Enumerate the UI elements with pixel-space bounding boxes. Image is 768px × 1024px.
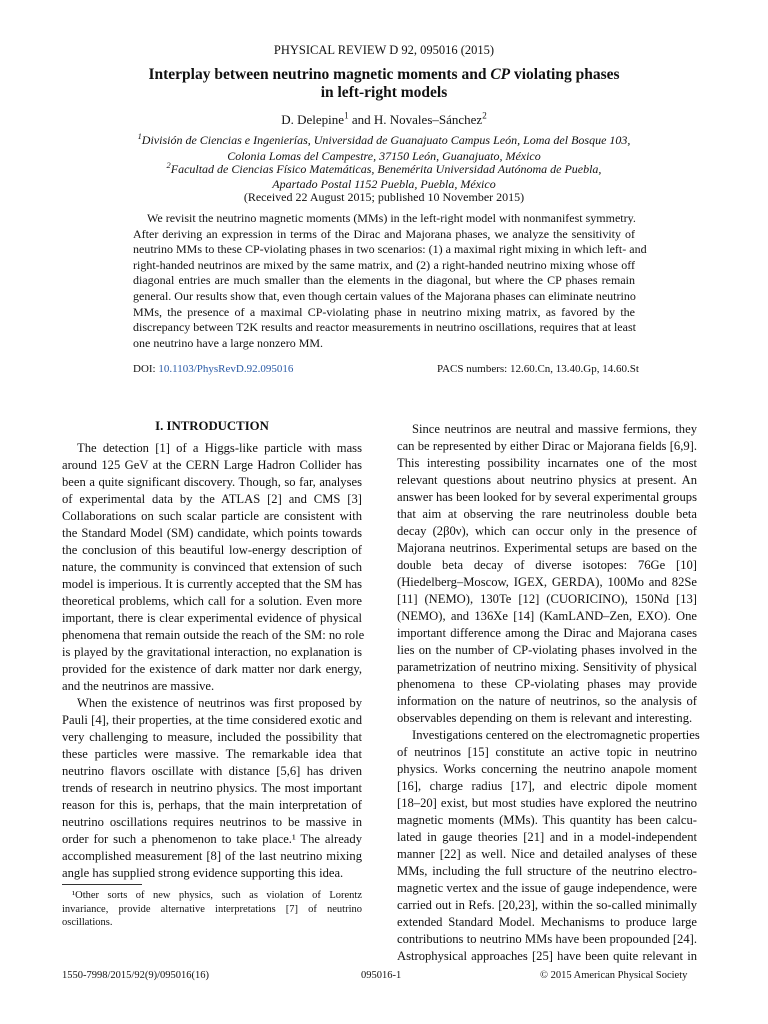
body-line: the Standard Model (SM) candidate, which points towards	[62, 526, 362, 540]
body-line: provided for the existence of dark matter nor dark energy,	[62, 662, 362, 676]
abstract-line: neutrino MMs to these CP-violating phases in two scenarios: (1) a maximal right mixing in which left- and	[133, 242, 647, 257]
body-line: This interesting possibility incarnates one of the most	[397, 456, 697, 470]
body-line: relevant questions about neutrino physics at present. An	[397, 473, 697, 487]
abstract-line: discrepancy between T2K results and reactor measurements in neutrino oscillations, requires that at least	[133, 320, 636, 335]
title-text: Interplay between neutrino magnetic moments and	[148, 66, 491, 83]
author-2-sup: 2	[482, 110, 487, 121]
paper-title-line1	[0, 66, 768, 84]
body-line: [16], charge radius [17], and electric dipole moment	[397, 779, 697, 793]
abstract-line: general. Our results show that, even though certain values of the Majorana phases can eliminate neutrino	[133, 288, 636, 303]
body-line: observables depending on them is relevant and interesting.	[397, 711, 693, 725]
body-line: Collaborations on such scalar particle are consistent with	[62, 509, 362, 523]
footnote	[62, 889, 362, 930]
body-line: accomplished measurement [8] of the last neutrino mixing	[62, 849, 362, 863]
body-line: Investigations centered on the electromagnetic properties	[412, 728, 700, 742]
footer-copyright: © 2015 American Physical Society	[540, 970, 688, 981]
body-line: answer has been looked for by several experimental groups	[397, 490, 697, 504]
body-line: Since neutrinos are neutral and massive fermions, they	[412, 422, 697, 436]
pacs-numbers: PACS numbers: 12.60.Cn, 13.40.Gp, 14.60.St	[437, 363, 639, 375]
footnote-divider	[62, 884, 142, 885]
body-line: magnetic vertex and the issue of gauge independence, were	[397, 881, 697, 895]
body-line: been a quite significant discovery. Though, so far, analyses	[62, 475, 362, 489]
body-line: around 125 GeV at the CERN Large Hadron Collider has	[62, 458, 362, 472]
body-line: physics. Works concerning the neutrino anapole moment	[397, 762, 697, 776]
body-line: these particles were massive. The remarkable idea that	[62, 747, 362, 761]
affiliation-2-line1	[0, 162, 768, 177]
author-1: D. Delepine	[281, 112, 345, 127]
body-line: that aim at observing the rare neutrinoless double beta	[397, 507, 697, 521]
body-line: phenomena that remain outside the reach of the SM: no role	[62, 628, 365, 642]
body-line: and the neutrinos are massive.	[62, 679, 215, 693]
body-line: extended Standard Model. Mechanisms to produce large	[397, 915, 697, 929]
body-line: important difference among the Dirac and Majorana cases	[397, 626, 697, 640]
abstract-line: diagonal entries are much smaller than the elements in the diagonal, but where the CP phases remain	[133, 273, 635, 288]
footer-issn: 1550-7998/2015/92(9)/095016(16)	[62, 970, 209, 981]
body-line: theoretical problems, which call for a solution. Even more	[62, 594, 362, 608]
body-line: very challenging to measure, included the possibility that	[62, 730, 362, 744]
abstract-line: After deriving an expression in terms of the Dirac and Majorana phases, we analyze the sensitivity of	[133, 226, 635, 241]
body-line: phenomena to these CP-violating phases may provide	[397, 677, 697, 691]
body-line: contributions to neutrino MMs have been propounded [24].	[397, 932, 697, 946]
body-line: neutrino oscillations requires neutrinos to be massive in	[62, 815, 362, 829]
section-heading: I. INTRODUCTION	[155, 419, 269, 433]
body-line: [11] (NEMO), 130Te [12] (CUORICINO), 150Nd [13]	[397, 592, 697, 606]
abstract-line: We revisit the neutrino magnetic moments (MMs) in the left-right model with nonmanifest symmetry.	[147, 211, 636, 225]
aff-sup-1: 1	[137, 132, 142, 141]
affiliation-1-line2: Colonia Lomas del Campestre, 37150 León, Guanajuato, México	[227, 149, 541, 163]
body-line: lies on the number of CP-violating phases involved in the	[397, 643, 697, 657]
aff-text: Facultad de Ciencias Físico Matemáticas, Benemérita Universidad Autónoma de Puebla,	[170, 162, 602, 176]
body-line: information on the nature of neutrinos, so the analysis of	[397, 694, 697, 708]
abstract-line: MMs, the presence of a maximal CP-violating phase in neutrino mixing matrix, as favored by the	[133, 304, 635, 319]
body-line: trends of research in neutrino physics. The most important	[62, 781, 362, 795]
body-line: neutrino flavors oscillate with distance [5,6] has driven	[62, 764, 362, 778]
abstract	[133, 211, 647, 351]
abstract-line: one neutrino have a large nonzero MM.	[133, 335, 324, 350]
body-line: model is imperious. It is currently accepted that the SM has	[62, 577, 362, 591]
body-line: [18–20] exist, but most studies have explored the neutrino	[397, 796, 697, 810]
body-line: important, there is clear experimental evidence of physical	[62, 611, 362, 625]
authors-and: and	[348, 112, 374, 127]
body-line: manner [22] as well. Nice and detailed analyses of these	[397, 847, 697, 861]
body-line: carried out in Refs. [20,23], within the so-called minimally	[397, 898, 697, 912]
body-line: Pauli [4], their properties, at the time considered exotic and	[62, 713, 362, 727]
author-2: H. Novales–Sánchez	[373, 112, 483, 127]
footnote-line: ¹Other sorts of new physics, such as violation of Lorentz	[72, 890, 362, 901]
journal-header: PHYSICAL REVIEW D 92, 095016 (2015)	[273, 43, 495, 57]
body-line: (NEMO), and 136Xe [14] (KamLAND–Zen, EXO). One	[397, 609, 697, 623]
body-line: Majorana neutrinos. Experimental setups are based on the	[397, 541, 697, 555]
body-line: magnetic moments (MMs). This quantity has been calcu-	[397, 813, 697, 827]
authors	[0, 112, 768, 128]
body-line: decay (2β0ν), which can occur only in the presence of	[397, 524, 697, 538]
aff-text: División de Ciencias e Ingenierías, Universidad de Guanajuato Campus León, Loma del Bosque 103,	[141, 133, 631, 147]
body-line: Astrophysical approaches [25] have been quite relevant in	[397, 949, 697, 963]
footer-page-number: 095016-1	[361, 970, 402, 981]
body-line: is played by the gravitational interaction, no explanation is	[62, 645, 362, 659]
body-line: (Hiedelberg–Moscow, IGEX, GERDA), 100Mo and 82Se	[397, 575, 697, 589]
body-line: can be represented by either Dirac or Majorana fields [6,9].	[397, 439, 697, 453]
title-text-end: violating phases	[510, 66, 620, 83]
footnote-line: oscillations.	[62, 917, 113, 928]
affiliation-2-line2: Apartado Postal 1152 Puebla, Puebla, México	[272, 177, 496, 191]
received-text: (Received 22 August 2015; published 10 November 2015)	[243, 190, 525, 204]
affiliation-1-line1	[0, 133, 768, 148]
body-line: nature, the community is convinced that extension of such	[62, 560, 362, 574]
abstract-line: right-handed neutrinos are mixed by the same matrix, and (2) a right-handed neutrino mixing whose off	[133, 257, 635, 272]
body-line: The detection [1] of a Higgs-like particle with mass	[77, 441, 362, 455]
body-line: When the existence of neutrinos was first proposed by	[77, 696, 362, 710]
author-1-sup: 1	[344, 110, 349, 121]
body-line: of neutrinos [15] constitute an active topic in neutrino	[397, 745, 697, 759]
body-line: angle has supplied strong evidence supporting this idea.	[62, 866, 344, 880]
body-line: the conclusion of this beautiful low-energy description of	[62, 543, 362, 557]
body-line: MMs, including the full structure of the neutrino electro-	[397, 864, 697, 878]
body-line: lated in gauge theories [21] and in a model-independent	[397, 830, 697, 844]
title-cp: CP	[490, 66, 511, 83]
aff-sup-2: 2	[166, 161, 171, 170]
received-dates	[0, 190, 768, 205]
doi	[133, 363, 293, 375]
left-column	[62, 440, 365, 882]
body-line: reason for this is, perhaps, that the main interpretation of	[62, 798, 362, 812]
paper-title-line2: in left-right models	[320, 84, 448, 101]
doi-label: DOI:	[133, 363, 159, 375]
footnote-line: invariance, provide alternative interpretations [7] of neutrino	[62, 903, 362, 915]
right-column	[397, 421, 700, 965]
body-line: parametrization of neutrino mixing. Sensitivity of physical	[397, 660, 697, 674]
body-line: order for such a phenomenon to take place.¹ The already	[62, 832, 362, 846]
body-line: of experimental data by the ATLAS [2] and CMS [3]	[62, 492, 362, 506]
doi-link[interactable]: 10.1103/PhysRevD.92.095016	[158, 363, 294, 375]
body-line: double beta decay of diverse isotopes: 76Ge [10]	[397, 558, 697, 572]
